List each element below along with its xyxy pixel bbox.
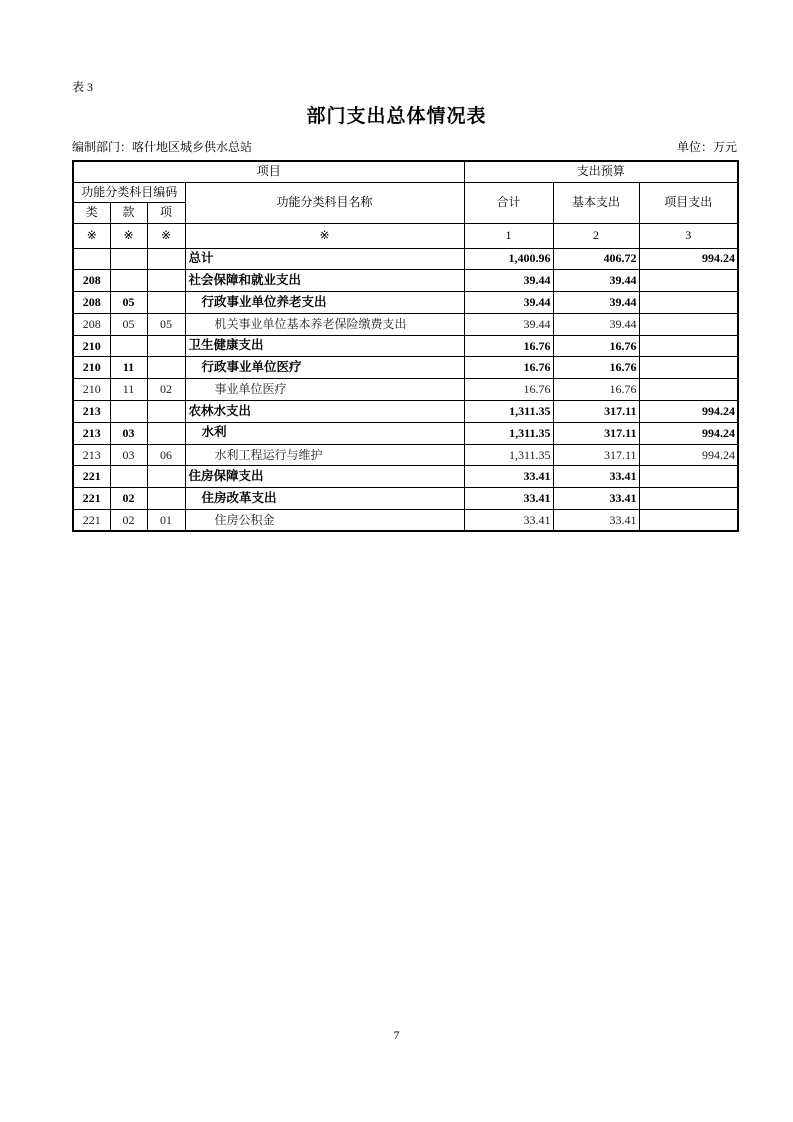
table-header: [73, 161, 738, 248]
amount-basic: 16.76: [553, 357, 639, 379]
amount-total: 39.44: [464, 270, 553, 292]
amount-total: 16.76: [464, 335, 553, 357]
table-row: [73, 248, 738, 270]
amount-basic: 317.11: [553, 422, 639, 444]
meta-line: [72, 138, 737, 155]
table-row: [73, 401, 738, 423]
table-row: [73, 510, 738, 532]
amount-total: 1,311.35: [464, 444, 553, 466]
header-group-row: [73, 161, 738, 182]
header-code-group-row: [73, 182, 738, 202]
amount-basic: 317.11: [553, 401, 639, 423]
amount-project: [639, 488, 738, 510]
amount-project: 994.24: [639, 401, 738, 423]
amount-project: [639, 292, 738, 314]
prepared-by-label: 编制部门：喀什地区城乡供水总站: [72, 140, 253, 154]
amount-project: 994.24: [639, 422, 738, 444]
code-lei: 208: [73, 313, 110, 335]
amount-project: [639, 270, 738, 292]
table-row: [73, 422, 738, 444]
amount-total: 1,311.35: [464, 401, 553, 423]
code-lei: 210: [73, 379, 110, 401]
amount-total: 39.44: [464, 313, 553, 335]
code-lei: 221: [73, 510, 110, 532]
amount-basic: 16.76: [553, 335, 639, 357]
code-kuan: [110, 270, 147, 292]
code-lei: 210: [73, 357, 110, 379]
table-row: [73, 466, 738, 488]
code-lei: [73, 248, 110, 270]
code-kuan: 03: [110, 422, 147, 444]
marker-cell: ※: [185, 223, 464, 248]
table-row: [73, 444, 738, 466]
code-xiang: [147, 357, 185, 379]
code-lei: 210: [73, 335, 110, 357]
marker-cell-1: 1: [464, 223, 553, 248]
code-kuan: 11: [110, 379, 147, 401]
table-row: [73, 379, 738, 401]
marker-cell: ※: [147, 223, 185, 248]
subject-name: 行政事业单位养老支出: [185, 292, 464, 314]
amount-total: 33.41: [464, 466, 553, 488]
amount-basic: 16.76: [553, 379, 639, 401]
code-kuan: 05: [110, 292, 147, 314]
header-code-xiang: 项: [147, 202, 185, 223]
header-code-lei: 类: [73, 202, 110, 223]
code-lei: 213: [73, 444, 110, 466]
expenditure-table: [72, 160, 739, 532]
code-xiang: 06: [147, 444, 185, 466]
amount-basic: 33.41: [553, 510, 639, 532]
code-xiang: 02: [147, 379, 185, 401]
subject-name: 水利: [185, 422, 464, 444]
subject-name: 住房改革支出: [185, 488, 464, 510]
marker-cell-3: 3: [639, 223, 738, 248]
header-budget-group: 支出预算: [464, 161, 738, 182]
page-title: 部门支出总体情况表: [306, 106, 487, 127]
table-row: [73, 488, 738, 510]
code-xiang: [147, 270, 185, 292]
amount-basic: 33.41: [553, 466, 639, 488]
code-xiang: [147, 466, 185, 488]
amount-basic: 406.72: [553, 248, 639, 270]
header-total: 合计: [464, 182, 553, 223]
table-body: [73, 248, 738, 531]
subject-name: 住房公积金: [185, 510, 464, 532]
amount-project: [639, 510, 738, 532]
subject-name: 水利工程运行与维护: [185, 444, 464, 466]
header-marker-row: [73, 223, 738, 248]
subject-name: 总计: [185, 248, 464, 270]
subject-name: 行政事业单位医疗: [185, 357, 464, 379]
marker-cell-2: 2: [553, 223, 639, 248]
marker-cell: ※: [110, 223, 147, 248]
header-project-group: 项目: [73, 161, 464, 182]
code-lei: 213: [73, 422, 110, 444]
amount-project: 994.24: [639, 444, 738, 466]
code-kuan: [110, 466, 147, 488]
amount-basic: 33.41: [553, 488, 639, 510]
marker-cell: ※: [73, 223, 110, 248]
subject-name: 卫生健康支出: [185, 335, 464, 357]
amount-total: 16.76: [464, 379, 553, 401]
amount-basic: 317.11: [553, 444, 639, 466]
table-label: 表 3: [72, 80, 94, 94]
code-lei: 208: [73, 270, 110, 292]
table-row: [73, 313, 738, 335]
subject-name: 农林水支出: [185, 401, 464, 423]
amount-project: [639, 466, 738, 488]
amount-total: 33.41: [464, 510, 553, 532]
table-row: [73, 270, 738, 292]
amount-basic: 39.44: [553, 270, 639, 292]
code-lei: 221: [73, 488, 110, 510]
subject-name: 事业单位医疗: [185, 379, 464, 401]
code-lei: 213: [73, 401, 110, 423]
code-lei: 221: [73, 466, 110, 488]
subject-name: 机关事业单位基本养老保险缴费支出: [185, 313, 464, 335]
amount-project: [639, 357, 738, 379]
table-row: [73, 292, 738, 314]
table-row: [73, 335, 738, 357]
code-kuan: 03: [110, 444, 147, 466]
header-basic: 基本支出: [553, 182, 639, 223]
amount-total: 1,311.35: [464, 422, 553, 444]
code-kuan: 02: [110, 510, 147, 532]
table-row: [73, 357, 738, 379]
code-kuan: [110, 335, 147, 357]
subject-name: 住房保障支出: [185, 466, 464, 488]
amount-total: 1,400.96: [464, 248, 553, 270]
code-kuan: [110, 401, 147, 423]
amount-project: 994.24: [639, 248, 738, 270]
code-xiang: [147, 335, 185, 357]
code-xiang: 05: [147, 313, 185, 335]
header-project: 项目支出: [639, 182, 738, 223]
amount-total: 39.44: [464, 292, 553, 314]
code-lei: 208: [73, 292, 110, 314]
code-kuan: 11: [110, 357, 147, 379]
page-number: 7: [393, 1028, 400, 1042]
header-code-group: 功能分类科目编码: [73, 182, 185, 202]
code-kuan: [110, 248, 147, 270]
amount-basic: 39.44: [553, 313, 639, 335]
header-code-kuan: 款: [110, 202, 147, 223]
unit-label: 单位：万元: [676, 140, 737, 154]
amount-total: 33.41: [464, 488, 553, 510]
amount-basic: 39.44: [553, 292, 639, 314]
amount-project: [639, 379, 738, 401]
code-kuan: 02: [110, 488, 147, 510]
header-subject-name: 功能分类科目名称: [185, 182, 464, 223]
amount-total: 16.76: [464, 357, 553, 379]
code-xiang: 01: [147, 510, 185, 532]
code-xiang: [147, 248, 185, 270]
code-kuan: 05: [110, 313, 147, 335]
code-xiang: [147, 292, 185, 314]
code-xiang: [147, 401, 185, 423]
code-xiang: [147, 488, 185, 510]
subject-name: 社会保障和就业支出: [185, 270, 464, 292]
code-xiang: [147, 422, 185, 444]
amount-project: [639, 335, 738, 357]
amount-project: [639, 313, 738, 335]
